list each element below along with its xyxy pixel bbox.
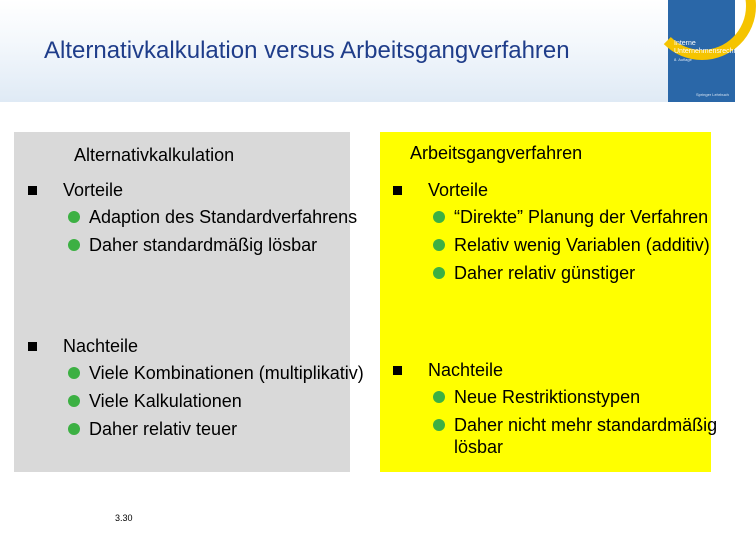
list-item-text: Daher relativ teuer bbox=[89, 419, 238, 439]
list-item bbox=[68, 206, 373, 228]
square-bullet-icon bbox=[28, 186, 37, 195]
left-nachteile-label: Nachteile bbox=[63, 336, 139, 356]
right-panel bbox=[380, 132, 718, 472]
list-item-text: Daher nicht mehr standardmäßig lösbar bbox=[454, 415, 718, 457]
slide-title: Alternativkalkulation versus Arbeitsgangverfahren bbox=[44, 37, 570, 64]
bullet-dot-icon bbox=[433, 267, 445, 279]
left-vorteile-section bbox=[28, 179, 373, 262]
list-item bbox=[433, 206, 728, 228]
right-vorteile-list bbox=[433, 206, 728, 284]
right-panel-heading: Arbeitsgangverfahren bbox=[410, 143, 583, 163]
list-item bbox=[68, 234, 373, 256]
book-cover-image bbox=[668, 0, 750, 102]
left-panel bbox=[14, 132, 364, 472]
list-item bbox=[68, 390, 373, 412]
bullet-dot-icon bbox=[68, 395, 80, 407]
bullet-dot-icon bbox=[68, 367, 80, 379]
bullet-dot-icon bbox=[433, 239, 445, 251]
list-item bbox=[433, 386, 728, 408]
left-nachteile-section bbox=[28, 335, 373, 446]
list-item bbox=[433, 414, 728, 458]
right-nachteile-list bbox=[433, 386, 728, 458]
list-item-text: Neue Restriktionstypen bbox=[454, 387, 641, 407]
square-bullet-icon bbox=[28, 342, 37, 351]
bullet-dot-icon bbox=[433, 211, 445, 223]
book-cover-publisher: Springer Lehrbuch bbox=[696, 92, 729, 97]
left-nachteile-list bbox=[68, 362, 373, 440]
right-vorteile-section bbox=[393, 179, 728, 290]
slide-header bbox=[0, 0, 750, 102]
square-bullet-icon bbox=[393, 186, 402, 195]
list-item-text: Viele Kombinationen (multiplikativ) bbox=[89, 363, 364, 383]
page-number: 3.30 bbox=[115, 513, 133, 523]
list-item-text: Viele Kalkulationen bbox=[89, 391, 242, 411]
list-item-text: Daher relativ günstiger bbox=[454, 263, 636, 283]
list-item bbox=[68, 362, 373, 384]
right-vorteile-label: Vorteile bbox=[428, 180, 489, 200]
bullet-dot-icon bbox=[68, 239, 80, 251]
list-item-text: Adaption des Standardverfahrens bbox=[89, 207, 358, 227]
left-vorteile-label: Vorteile bbox=[63, 180, 124, 200]
left-panel-heading: Alternativkalkulation bbox=[74, 145, 235, 165]
list-item bbox=[433, 262, 728, 284]
book-cover-title: Interne Unternehmensrechnung bbox=[674, 40, 750, 55]
right-nachteile-label: Nachteile bbox=[428, 360, 504, 380]
list-item bbox=[68, 418, 373, 440]
square-bullet-icon bbox=[393, 366, 402, 375]
list-item-text: Relativ wenig Variablen (additiv) bbox=[454, 235, 710, 255]
book-cover-edition: 8. Auflage bbox=[674, 57, 692, 62]
left-vorteile-list bbox=[68, 206, 373, 256]
bullet-dot-icon bbox=[68, 423, 80, 435]
list-item-text: “Direkte” Planung der Verfahren bbox=[454, 207, 709, 227]
right-nachteile-section bbox=[393, 359, 728, 464]
bullet-dot-icon bbox=[433, 419, 445, 431]
list-item bbox=[433, 234, 728, 256]
bullet-dot-icon bbox=[68, 211, 80, 223]
list-item-text: Daher standardmäßig lösbar bbox=[89, 235, 318, 255]
bullet-dot-icon bbox=[433, 391, 445, 403]
